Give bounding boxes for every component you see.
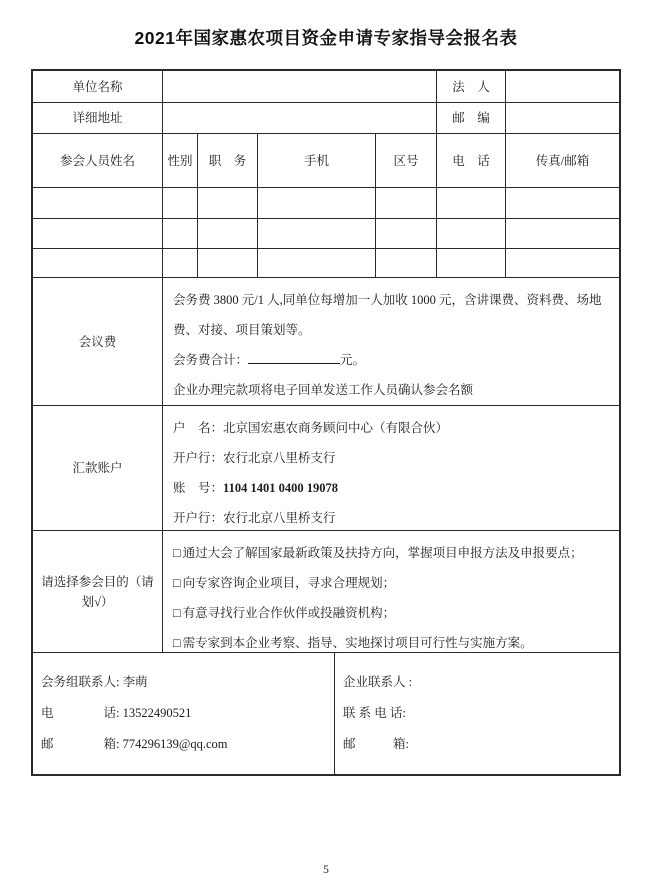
attendee-phone-cell[interactable] [437, 219, 506, 248]
organizer-phone-value: 13522490521 [122, 706, 192, 720]
attendee-mobile-cell[interactable] [258, 219, 376, 248]
organizer-contact-block [33, 653, 335, 774]
attendee-mobile-header: 手机 [258, 134, 376, 187]
organizer-contact-label: 会务组联系人: [41, 675, 123, 689]
fee-total-suffix: 元。 [340, 353, 366, 367]
organizer-phone-label: 电 话: [41, 706, 123, 720]
remittance-section-content [163, 406, 619, 530]
purpose-section-label: 请选择参会目的（请划√） [33, 531, 163, 652]
remittance-section-row [33, 406, 619, 531]
remittance-section-label: 汇款账户 [33, 406, 163, 530]
company-name-input[interactable] [163, 71, 437, 102]
purpose-option-3 [173, 598, 609, 628]
fee-description: 会务费 3800 元/1 人,同单位每增加一人加收 1000 元，含讲课费、资料费、场地费、对接、项目策划等。 [173, 293, 602, 337]
organizer-contact-name: 李萌 [122, 675, 148, 689]
account-number-field: 账 号： [173, 481, 224, 495]
attendee-gender-cell[interactable] [163, 249, 198, 277]
company-contact-block [335, 653, 619, 774]
bank-value-2: 农行北京八里桥支行 [223, 511, 336, 525]
attendee-header-row [33, 134, 619, 188]
legal-person-input[interactable] [506, 71, 619, 102]
company-email-line [343, 729, 611, 760]
attendee-gender-cell[interactable] [163, 219, 198, 248]
purpose-option-2 [173, 568, 609, 598]
attendee-name-cell[interactable] [33, 219, 163, 248]
attendee-position-header: 职 务 [198, 134, 258, 187]
postcode-input[interactable] [506, 103, 619, 133]
attendee-phone-header: 电 话 [437, 134, 506, 187]
purpose-section-row [33, 531, 619, 653]
fee-section-row [33, 278, 619, 406]
account-name-field: 户 名： [173, 421, 224, 435]
company-email-label: 邮 箱: [343, 737, 409, 751]
form-title: 2021年国家惠农项目资金申请专家指导会报名表 [134, 28, 518, 48]
attendee-row-1 [33, 188, 619, 219]
attendee-areacode-cell[interactable] [376, 249, 437, 277]
attendee-name-cell[interactable] [33, 249, 163, 277]
address-label: 详细地址 [33, 103, 163, 133]
page-number: 5 [323, 864, 329, 876]
attendee-areacode-header: 区号 [376, 134, 437, 187]
organizer-email-label: 邮 箱: [41, 737, 123, 751]
remittance-bank-line [173, 443, 609, 473]
address-row [33, 103, 619, 134]
remittance-account-name-line [173, 413, 609, 443]
company-name-label: 单位名称 [33, 71, 163, 102]
attendee-fax-email-header: 传真/邮箱 [535, 153, 590, 168]
attendee-name-cell[interactable] [33, 188, 163, 218]
organizer-email-value: 774296139@qq.com [122, 737, 228, 751]
bank-field: 开户行： [173, 451, 224, 465]
attendee-gender-header: 性别 [163, 134, 198, 187]
bank-field-2: 开户行： [173, 511, 224, 525]
attendee-gender-cell[interactable] [163, 188, 198, 218]
postcode-label: 邮 编 [437, 103, 506, 133]
attendee-position-cell[interactable] [198, 249, 258, 277]
attendee-areacode-cell[interactable] [376, 219, 437, 248]
attendee-fax-email-cell[interactable] [506, 219, 619, 248]
attendee-name-header: 参会人员姓名 [33, 134, 163, 187]
organizer-email-line [41, 729, 326, 760]
purpose-option-4 [173, 628, 609, 652]
company-contact-name-line [343, 667, 611, 698]
purpose-option-text: 需专家到本企业考察、指导、实地探讨项目可行性与实施方案。 [182, 636, 533, 650]
address-input[interactable] [163, 103, 437, 133]
attendee-areacode-cell[interactable] [376, 188, 437, 218]
account-number-value: 1104 1401 0400 19078 [223, 481, 338, 495]
company-phone-label: 联 系 电 话: [343, 706, 406, 720]
checkbox-icon[interactable]: □ [173, 606, 181, 620]
legal-person-label: 法 人 [437, 71, 506, 102]
registration-form-table [31, 69, 621, 776]
purpose-section-content [163, 531, 619, 652]
checkbox-icon[interactable]: □ [173, 636, 181, 650]
checkbox-icon[interactable]: □ [173, 546, 181, 560]
fee-section-content [163, 278, 619, 405]
contacts-row [33, 653, 619, 774]
attendee-position-cell[interactable] [198, 188, 258, 218]
company-phone-line [343, 698, 611, 729]
attendee-row-2 [33, 219, 619, 249]
attendee-mobile-cell[interactable] [258, 249, 376, 277]
organizer-phone-line [41, 698, 326, 729]
purpose-option-text: 有意寻找行业合作伙伴或投融资机构； [182, 606, 396, 620]
account-name-value: 北京国宏惠农商务顾问中心（有限合伙） [223, 421, 449, 435]
fee-total-prefix: 会务费合计： [173, 353, 249, 367]
organizer-contact-name-line [41, 667, 326, 698]
fee-total-input[interactable] [248, 350, 340, 364]
fee-total-line [173, 345, 609, 375]
attendee-fax-email-cell[interactable] [506, 249, 619, 277]
attendee-row-3 [33, 249, 619, 278]
attendee-phone-cell[interactable] [437, 188, 506, 218]
purpose-option-text: 向专家咨询企业项目，寻求合理规划； [182, 576, 396, 590]
attendee-phone-cell[interactable] [437, 249, 506, 277]
bank-value: 农行北京八里桥支行 [223, 451, 336, 465]
attendee-fax-email-cell[interactable] [506, 188, 619, 218]
purpose-option-1 [173, 538, 609, 568]
company-name-row [33, 71, 619, 103]
company-contact-label: 企业联系人 : [343, 675, 413, 689]
purpose-option-text: 通过大会了解国家最新政策及扶持方向，掌握项目申报方法及申报要点； [182, 546, 583, 560]
attendee-mobile-cell[interactable] [258, 188, 376, 218]
attendee-position-cell[interactable] [198, 219, 258, 248]
checkbox-icon[interactable]: □ [173, 576, 181, 590]
fee-note: 企业办理完款项将电子回单发送工作人员确认参会名额 [173, 383, 474, 397]
remittance-account-number-line [173, 473, 609, 503]
fee-section-label: 会议费 [33, 278, 163, 405]
remittance-bank-line-2 [173, 503, 609, 530]
